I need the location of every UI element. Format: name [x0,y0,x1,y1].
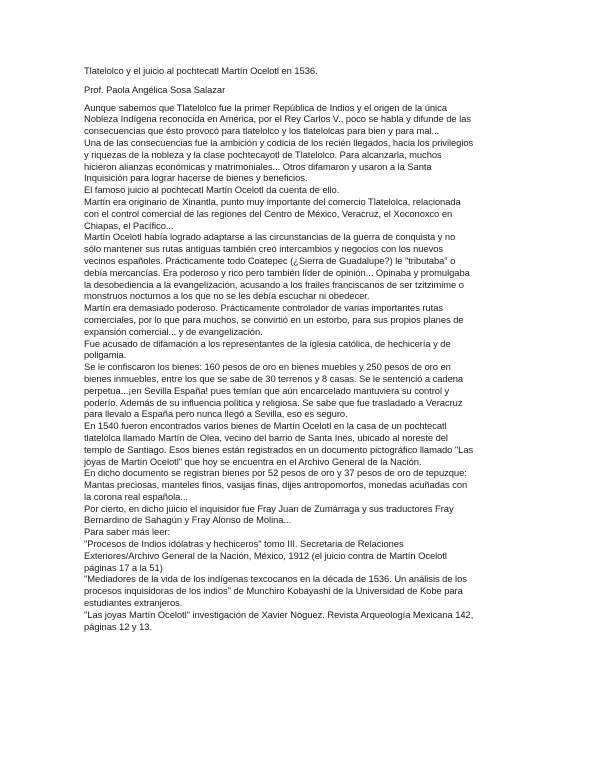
body-line: Mantas preciosas, manteles finos, vasijas finas, dijes antropomorfos, monedas acuñadas con [84,479,468,491]
body-line: "Procesos de Indios idólatras y hechiceros" tomo III. Secretaria de Relaciones [84,538,404,550]
body-line: El famoso juicio al pochtecatl Martín Ocelotl da cuenta de ello. [84,184,340,196]
body-line: debía mercancías. Era poderoso y rico pero también líder de opinión... Opinaba y promulgaba [84,266,470,278]
body-line: con el control comercial de las regiones del Centro de México, Veracruz, el Xoconoxco en [84,207,453,219]
body-line: perpetua...¡en Sevilla España! pues temían que aún encarcelado mantuviera su control y [84,384,450,396]
body-line: En 1540 fueron encontrados varios bienes de Martín Ocelotl en la casa de un pochtecatl [84,420,447,432]
body-line: hicieron alianzas económicas y matrimoniales... Otros difamaron y usaron a la Santa [84,160,432,172]
body-line: Se le confiscaron los bienes: 160 pesos de oro en bienes muebles y 250 pesos de oro en [84,361,451,373]
body-line: "Las joyas Martín Ocelotl" investigación de Xavier Noguez. Revista Arqueología Mexicana 142, [84,608,474,620]
body-line: Una de las consecuencias fue la ambición y codicia de los recién llegados, hacia los privilegios [84,136,474,148]
body-line: comerciales, por lo que para muchos, se convirtió en un estorbo, para sus propios planes de [84,313,464,325]
body-line: procesos inquisidoras de los indios" de Munchiro Kobayashi de la Universidad de Kobe para [84,585,463,597]
document-author: Prof. Paola Angélica Sosa Salazar [84,83,226,95]
body-line: sólo mantener sus rutas antiguas también creó intercambios y negocios con los nuevos [84,243,444,255]
body-line: estudiantes extranjeros. [84,597,183,609]
body-line: Por cierto, en dicho juicio el inquisidor fue Fray Juan de Zumárraga y sus traductores Fray [84,502,454,514]
body-line: para llevalo a España pero nunca llegó a Sevilla, eso es seguro. [84,408,348,420]
body-line: Martín era demasiado poderoso. Prácticamente controlador de varias importantes rutas [84,302,444,314]
body-line: "Mediadores de la vida de los indígenas texcocanos en la década de 1536. Un análisis de los [84,573,467,585]
body-line: poligamia. [84,349,127,361]
body-line: Aunque sabemos que Tlatelolco fue la primer República de Indios y el origen de la única [84,101,447,113]
body-line: y riquezas de la nobleza y la clase pochtecayotl de Tlatelolco. Para alcanzarla, muchos [84,148,442,160]
body-line: consecuencias que ésto provocó para tlatelolco y los tlatelolcas para bien y para mal... [84,125,440,137]
body-line: la corona real española... [84,490,188,502]
body-line: templo de Santiago. Esos bienes están registrados en un documento pictográfico llamado "Las [84,443,474,455]
body-line: bienes inmuebles, entre los que se sabe de 30 terrenos y 8 casas. Se le sentenció a cadena [84,372,464,384]
body-line: Martín Ocelotl había logrado adaptarse a las circunstancias de la guerra de conquista y no [84,231,456,243]
document-title: Tlatelolco y el juicio al pochtecatl Martín Ocelotl en 1536. [84,65,318,76]
body-line: la desobediencia a la evangelización, acusando a los frailes franciscanos de ser tzitzimime o [84,278,464,290]
body-line: Chiapas, el Pacífico... [84,219,174,231]
body-line: páginas 17 a la 51) [84,561,163,573]
body-line: Fue acusado de difamación a los representantes de la iglesia católica, de hechicería y de [84,337,451,349]
document-page [84,65,524,632]
body-line: Bernardino de Sahagún y Fray Alonso de Molina... [84,514,292,526]
body-line: páginas 12 y 13. [84,620,153,632]
body-line: expansión comercial... y de evangelización. [84,325,263,337]
body-line: En dicho documento se registran bienes por 52 pesos de oro y 37 pesos de oro de tepuzque: [84,467,467,479]
body-line: joyas de Martín Ocelotl" que hoy se encuentra en el Archivo General de la Nación. [84,455,422,467]
body-line: tlatelolca llamado Martín de Olea, vecino del barrio de Santa Inés, ubicado al noreste del [84,431,448,443]
body-line: monstruos nocturnos a los que no se les debía escuchar ni obedecer. [84,290,370,302]
body-line: Inquisición para lograr hacerse de bienes y beneficios. [84,172,308,184]
body-line: Para saber más leer: [84,526,171,538]
body-line: vecinos españoles. Prácticamente todo Coatepec (¿Sierra de Guadalupe?) le "tributaba" o [84,254,456,266]
body-line: Nobleza Indígena reconocida en América, por el Rey Carlos V., poco se habla y difunde de las [84,113,471,125]
body-line: Martín era originario de Xinantla, punto muy importante del comercio Tlatelolca, relacionada [84,195,461,207]
body-line: Exteriores/Archivo General de la Nación, México, 1912 (el juicio contra de Martín Ocelotl [84,549,447,561]
body-line: poderío. Además de su influencia política y religiosa. Se sabe que fue trasladado a Veracruz [84,396,463,408]
document-body [84,102,524,633]
